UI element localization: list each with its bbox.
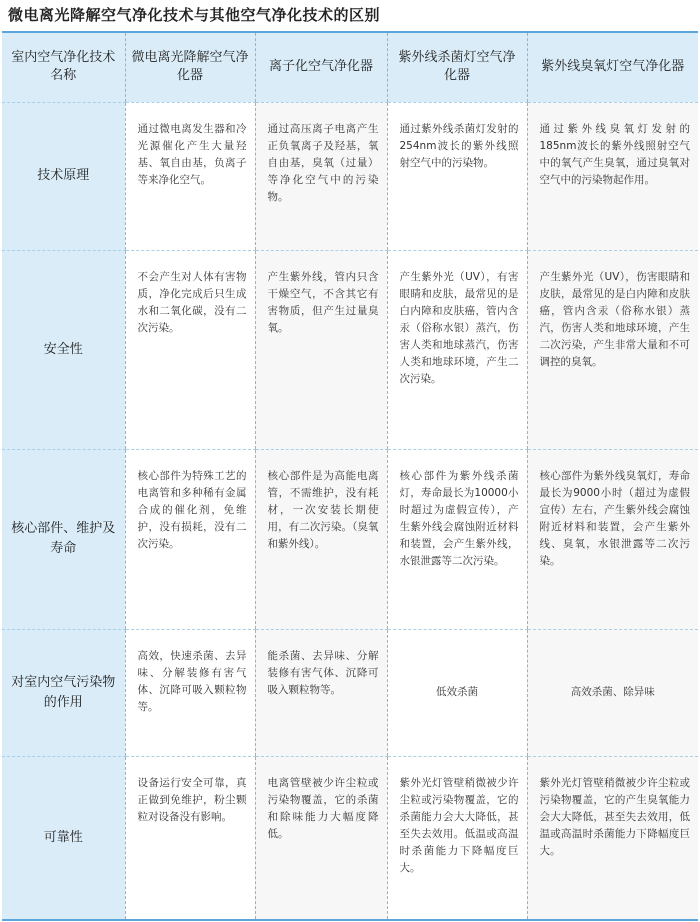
- table-cell: 能杀菌、去异味、分解装修有害气体、沉降可吸入颗粒物等。: [255, 629, 387, 756]
- table-cell: 产生紫外光（UV），伤害眼睛和皮肤，最常见的是白内障和皮肤癌，管内含汞（俗称水银）蒸汽，伤害人类和地球环境，产生二次污染，产生非常大量和不可调控的臭氧。: [527, 250, 698, 449]
- table-cell: 产生紫外线，管内只含干燥空气，不含其它有害物质，但产生过量臭氧。: [255, 250, 387, 449]
- table-cell: 高效杀菌、除异味: [527, 629, 698, 756]
- page-title: 微电离光降解空气净化技术与其他空气净化技术的区别: [8, 6, 381, 24]
- table-header-row: [2, 32, 698, 102]
- table-row: [2, 756, 698, 920]
- header-micro-ionization-purifier: 微电离光降解空气净化器: [125, 32, 255, 102]
- table-cell: 核心部件为紫外线杀菌灯，寿命最长为10000小时超过为虚假宣传），产生紫外线会腐蚀附近材料和装置，会产生紫外线，水银泄露等二次污染。: [387, 449, 527, 629]
- table-row: [2, 629, 698, 756]
- table-cell: 通过紫外线臭氧灯发射的185nm波长的紫外线照射空气中的氧气产生臭氧，通过臭氧对空气中的污染物起作用。: [527, 102, 698, 250]
- row-label-core-parts: 核心部件、维护及寿命: [2, 449, 125, 629]
- table-cell: 产生紫外光（UV），有害眼睛和皮肤，最常见的是白内障和皮肤癌，管内含汞（俗称水银）蒸汽，伤害人类和地球蒸汽，伤害人类和地球环境，产生二次污染。: [387, 250, 527, 449]
- table-row: [2, 449, 698, 629]
- table-cell: 高效，快速杀菌、去异味、分解装修有害气体、沉降可吸入颗粒物等。: [125, 629, 255, 756]
- table-cell: 核心部件为特殊工艺的电离管和多种稀有金属合成的催化剂，免维护，没有损耗，没有二次污染。: [125, 449, 255, 629]
- comparison-table: [2, 31, 698, 921]
- table-cell: 紫外光灯管壁稍微被少许尘粒或污染物覆盖，它的杀菌能力会大大降低，甚至失去效用。低温或高温时杀菌能力下降幅度巨大。: [387, 756, 527, 920]
- table-cell: 设备运行安全可靠，真正做到免维护，粉尘颗粒对设备没有影响。: [125, 756, 255, 920]
- header-uv-ozone-purifier: 紫外线臭氧灯空气净化器: [527, 32, 698, 102]
- table-row: [2, 250, 698, 449]
- header-uv-germicidal-purifier: 紫外线杀菌灯空气净化器: [387, 32, 527, 102]
- table-cell: 低效杀菌: [387, 629, 527, 756]
- header-technology-name: 室内空气净化技术名称: [2, 32, 125, 102]
- row-label-effect: 对室内空气污染物的作用: [2, 629, 125, 756]
- table-cell: 核心部件是为高能电离管，不需维护，没有耗材，一次安装长期使用，有二次污染。（臭氧和紫外线）。: [255, 449, 387, 629]
- row-label-principle: 技术原理: [2, 102, 125, 250]
- table-cell: 不会产生对人体有害物质，净化完成后只生成水和二氧化碳，没有二次污染。: [125, 250, 255, 449]
- row-label-safety: 安全性: [2, 250, 125, 449]
- row-label-reliability: 可靠性: [2, 756, 125, 920]
- table-cell: 通过紫外线杀菌灯发射的254nm波长的紫外线照射空气中的污染物。: [387, 102, 527, 250]
- table-cell: 通过微电离发生器和冷光源催化产生大量羟基、氧自由基，负离子等来净化空气。: [125, 102, 255, 250]
- table-cell: 核心部件为紫外线臭氧灯，寿命最长为9000小时（超过为虚假宣传）左右，产生紫外线会腐蚀附近材料和装置，会产生紫外线、臭氧，水银泄露等二次污染。: [527, 449, 698, 629]
- table-row: [2, 102, 698, 250]
- table-cell: 电离管壁被少许尘粒或污染物覆盖，它的杀菌和除味能力大幅度降低。: [255, 756, 387, 920]
- table-cell: 通过高压离子电离产生正负氧离子及羟基，氧自由基，臭氧（过量）等净化空气中的污染物。: [255, 102, 387, 250]
- header-ionizer-purifier: 离子化空气净化器: [255, 32, 387, 102]
- table-cell: 紫外光灯管壁稍微被少许尘粒或污染物覆盖，它的产生臭氧能力会大大降低，甚至失去效用，低温或高温时杀菌能力下降幅度巨大。: [527, 756, 698, 920]
